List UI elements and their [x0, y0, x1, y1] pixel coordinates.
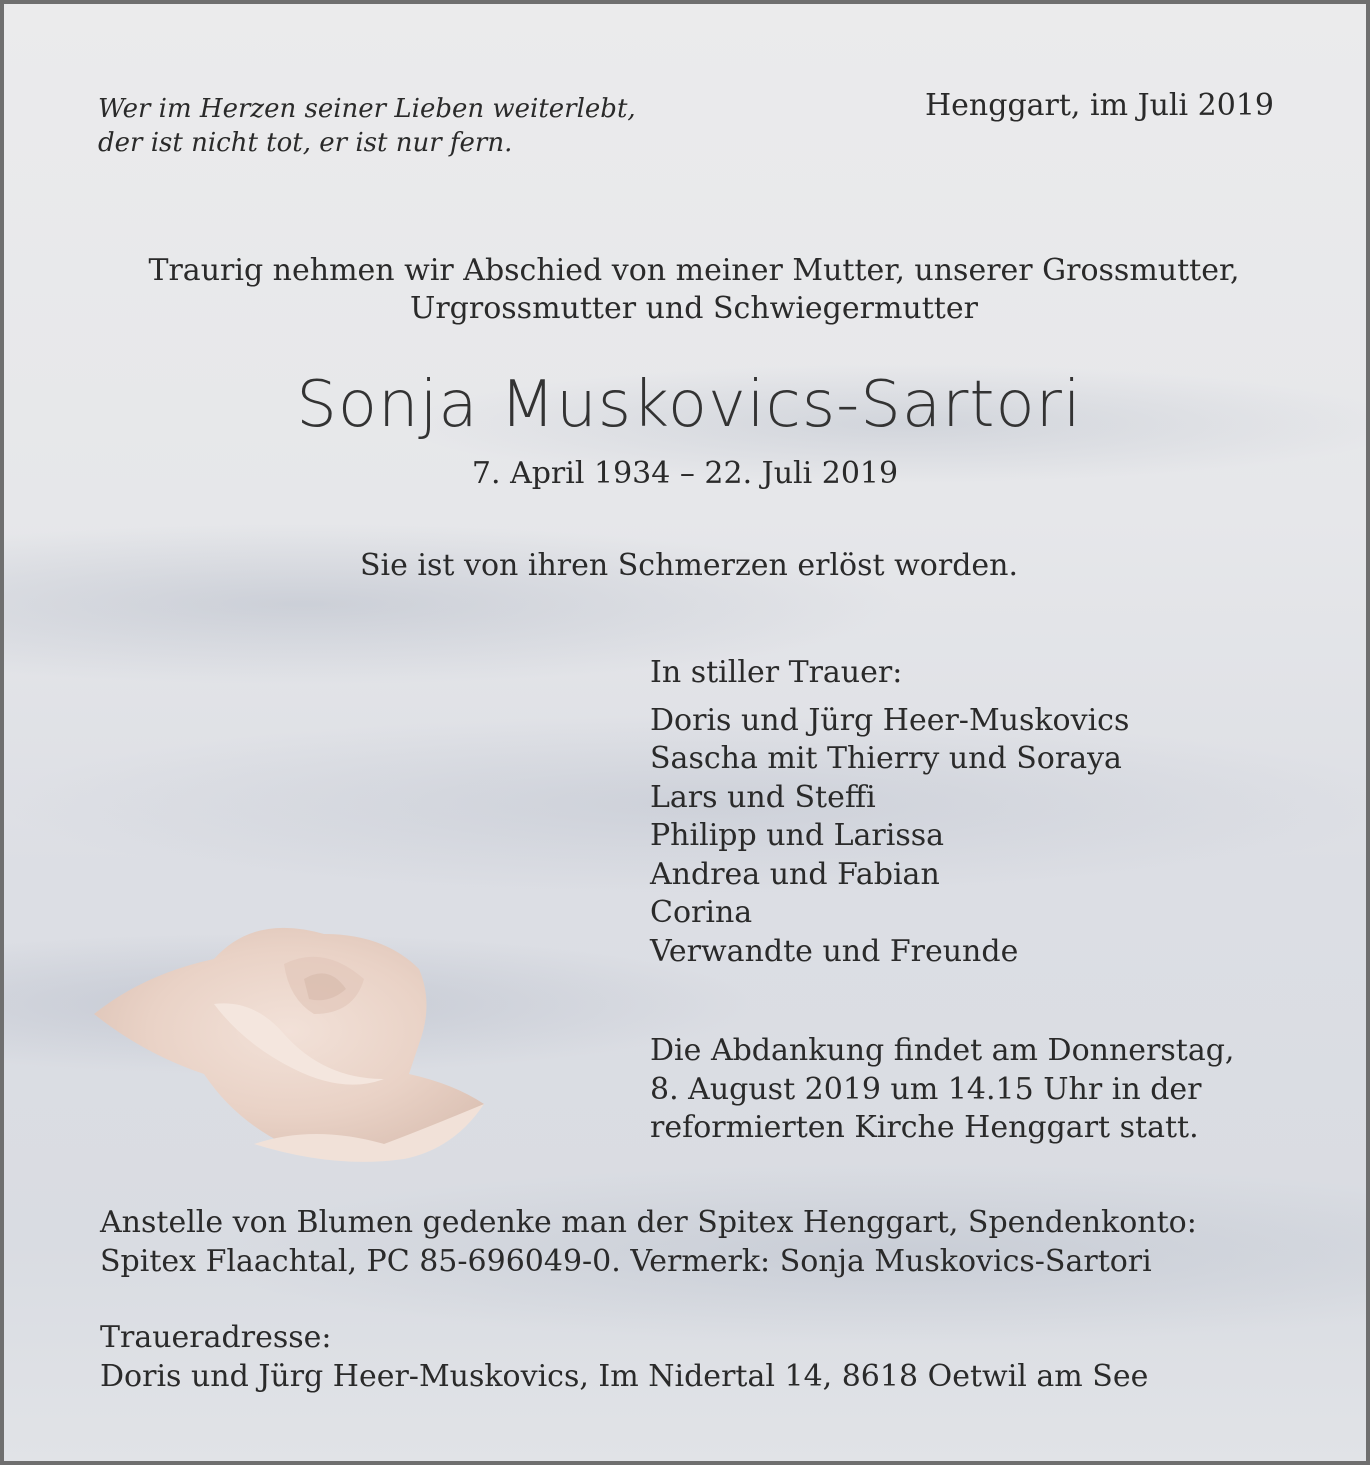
mourners-list — [650, 654, 1129, 971]
mourner: Verwandte und Freunde — [650, 933, 1019, 969]
address-label: Traueradresse: — [100, 1320, 332, 1355]
intro-text — [4, 252, 1370, 328]
relief-statement: Sie ist von ihren Schmerzen erlöst worden. — [359, 548, 1019, 583]
address-line: Doris und Jürg Heer-Muskovics, Im Nidertal 14, 8618 Oetwil am See — [100, 1358, 1149, 1394]
mourner: Doris und Jürg Heer-Muskovics — [650, 702, 1130, 738]
intro-line: Urgrossmutter und Schwiegermutter — [410, 291, 978, 326]
deceased-name: Sonja Muskovics-Sartori — [296, 368, 1082, 442]
mourning-address — [100, 1319, 1148, 1396]
life-dates: 7. April 1934 – 22. Juli 2019 — [471, 456, 899, 491]
quote-line: der ist nicht tot, er ist nur fern. — [98, 128, 513, 158]
mourner: Sascha mit Thierry und Soraya — [650, 741, 1122, 776]
quote-line: Wer im Herzen seiner Lieben weiterlebt, — [98, 94, 636, 124]
donation-note — [100, 1204, 1197, 1281]
donation-line: Spitex Flaachtal, PC 85-696049-0. Vermerk: Sonja Muskovics-Sartori — [100, 1243, 1152, 1279]
place-date: Henggart, im Juli 2019 — [925, 88, 1274, 123]
mourner: Lars und Steffi — [650, 779, 876, 815]
mourner: Andrea und Fabian — [650, 856, 940, 892]
mourners-heading: In stiller Trauer: — [650, 655, 903, 690]
service-line: Die Abdankung findet am Donnerstag, — [650, 1033, 1235, 1068]
intro-line: Traurig nehmen wir Abschied von meiner Mutter, unserer Grossmutter, — [148, 253, 1240, 288]
rose-image — [84, 904, 504, 1174]
memorial-quote — [98, 92, 636, 160]
service-info — [650, 1032, 1234, 1148]
mourner: Corina — [650, 895, 753, 930]
mourner: Philipp und Larissa — [650, 818, 945, 853]
donation-line: Anstelle von Blumen gedenke man der Spitex Henggart, Spendenkonto: — [100, 1205, 1197, 1240]
service-line: 8. August 2019 um 14.15 Uhr in der — [650, 1071, 1202, 1107]
service-line: reformierten Kirche Henggart statt. — [650, 1110, 1199, 1145]
